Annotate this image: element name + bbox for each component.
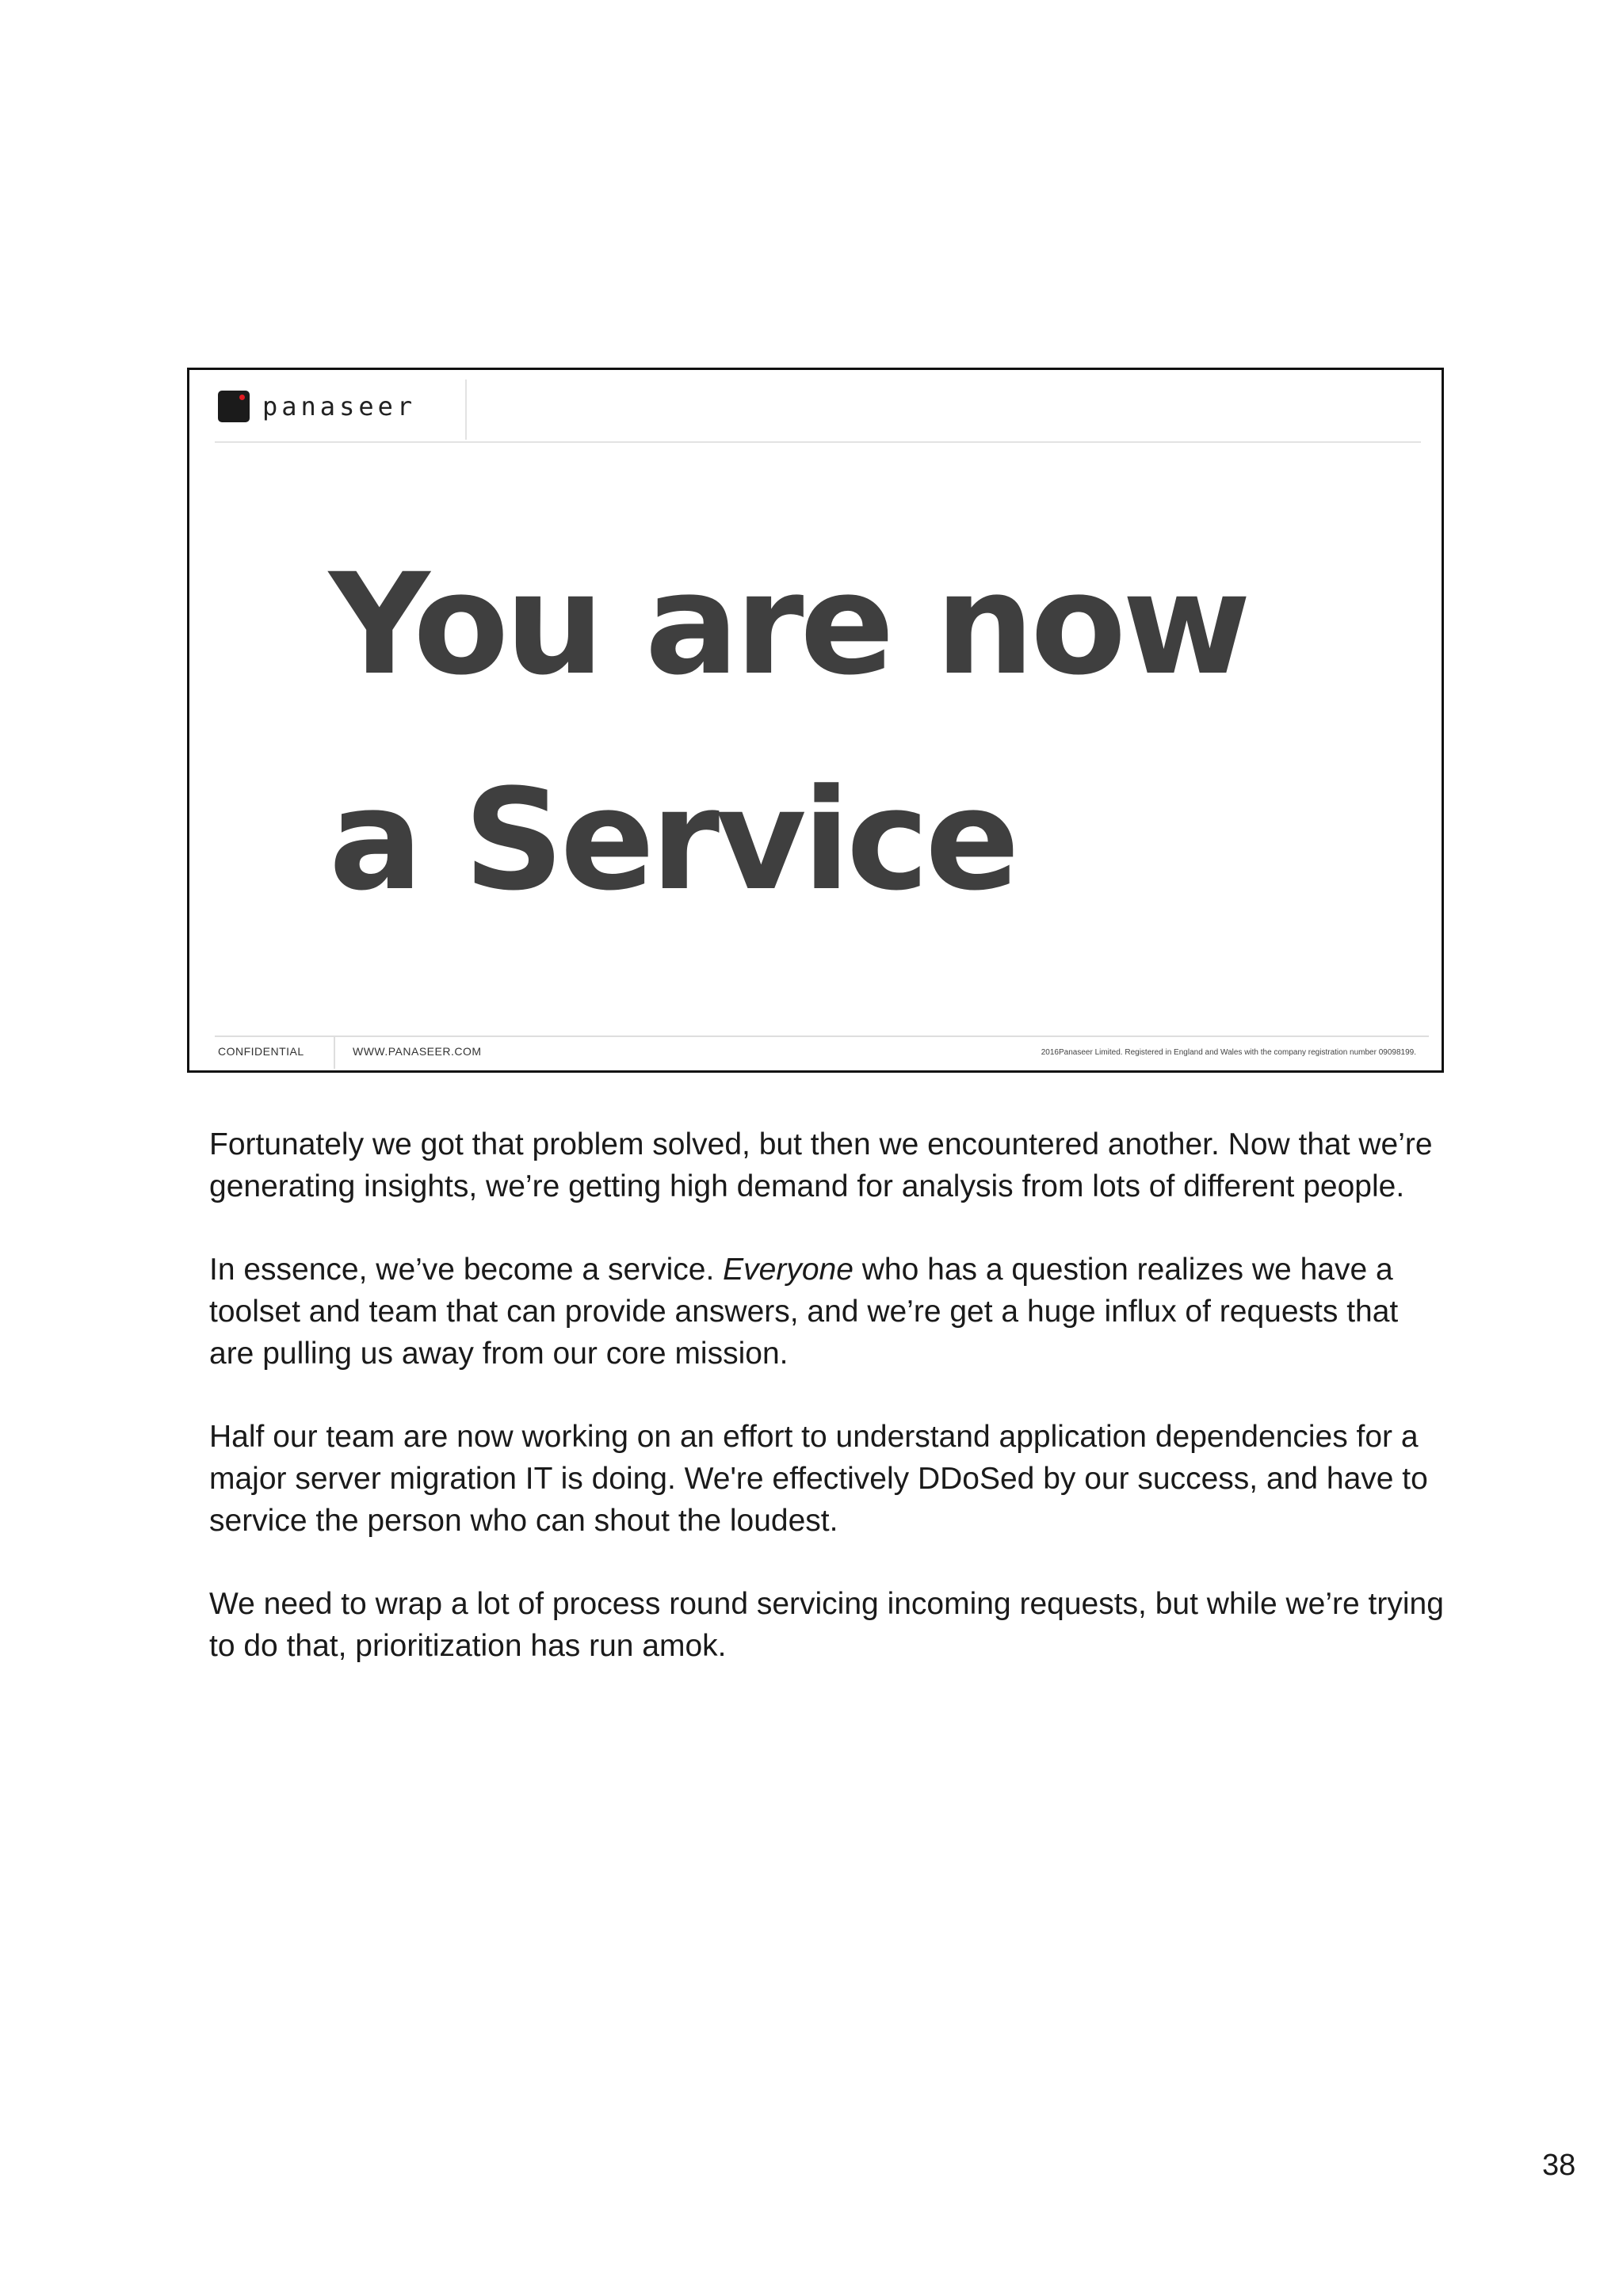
notes-emphasis-everyone: Everyone [723,1253,854,1287]
logo-mark-icon [218,391,250,422]
slide-title-line-1: You are now [329,543,1247,706]
notes-paragraph-2 [209,1249,1445,1375]
slide-image [187,368,1444,1073]
header-divider [465,379,467,440]
logo-dot-icon [239,395,245,400]
footer-divider [334,1037,335,1069]
slide-footer [215,1035,1429,1074]
notes-paragraph-3: Half our team are now working on an effort to understand application dependencies for a major server migration IT is doing. We're effectively DDoSed by our success, and have to service the person who can shout the loudest. [209,1420,1428,1538]
footer-legal-text: 2016Panaseer Limited. Registered in England and Wales with the company registration number 09098199. [1041,1048,1416,1057]
panaseer-logo [218,391,416,422]
footer-url: WWW.PANASEER.COM [353,1045,482,1058]
notes-paragraph-4: We need to wrap a lot of process round servicing incoming requests, but while we’re trying to do that, prioritization has run amok. [209,1587,1444,1663]
slide-title [329,517,1359,948]
notes-paragraph-2-start: In essence, we’ve become a service. [209,1253,724,1287]
slide-header [215,370,1421,443]
confidential-label: CONFIDENTIAL [218,1045,304,1058]
speaker-notes [209,1123,1445,1708]
logo-text: panaseer [262,391,417,421]
notes-paragraph-2-end: who has a question realizes we have a toolset and team that can provide answers, and we’re get a huge influx of requests that are pulling us away from our core mission. [209,1253,1399,1371]
page-number: 38 [1542,2149,1576,2182]
notes-paragraph-1: Fortunately we got that problem solved, but then we encountered another. Now that we’re generating insights, we’re getting high demand for analysis from lots of different people. [209,1127,1433,1203]
slide-title-line-2: a Service [329,759,1016,921]
